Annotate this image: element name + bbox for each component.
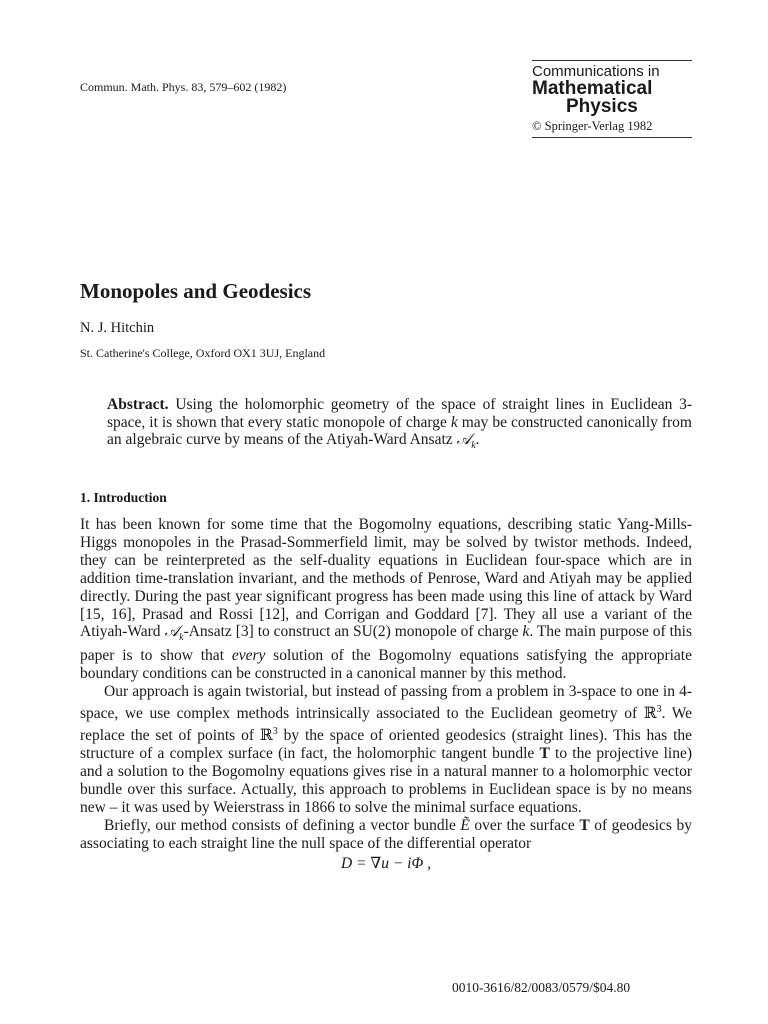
p1-ansatz-symbol: 𝒜: [164, 623, 180, 641]
abstract-text-part1: Using the holomorphic geometry of the space of straight lines in Euclidean 3-space, it is shown that every static monopole of charge: [107, 396, 692, 431]
p1-text-d: solution of the Bogomolny equations satisfying the appropriate boundary conditions can be constructed in a canonical manner by this method.: [80, 647, 692, 683]
p1-text-a: It has been known for some time that the Bogomolny equations, describing static Yang-Mills-Higgs monopoles in the Prasad-Sommerfield limit, may be solved by twistor methods. Indeed, they can be reinterpreted as the self-duality equations in Euclidean four-space which are in addition time-translation invariant, and the methods of Penrose, Ward and Atiyah may be applied directly. During the past year significant progress has been made using this line of attack by Ward [15, 16], Prasad and Rossi [12], and Corrigan and Goddard [7]. They all use a variant of the Atiyah-Ward: [80, 516, 692, 641]
p2-reals-1: ℝ: [643, 705, 657, 723]
abstract: [107, 396, 692, 455]
author-affiliation: St. Catherine's College, Oxford OX1 3UJ, England: [80, 346, 326, 360]
journal-name-line2: Mathematical: [532, 78, 653, 99]
paragraph-1: [80, 516, 692, 683]
p2-text-c: by the space of oriented geodesics (straight lines). This has the structure of a complex surface (in fact, the holomorphic tangent bundle: [80, 727, 693, 763]
body-text: [80, 516, 692, 873]
p3-text-b: over the surface: [469, 816, 580, 834]
masthead-top-rule: [532, 60, 692, 61]
abstract-label: Abstract.: [107, 396, 169, 413]
masthead-bottom-rule: [532, 137, 692, 138]
operator-equation: D = ∇u − iΦ ,: [340, 854, 432, 872]
journal-citation: Commun. Math. Phys. 83, 579–602 (1982): [80, 80, 287, 94]
footer-code: 0010-3616/82/0083/0579/$04.80: [452, 980, 631, 995]
copyright-notice: © Springer-Verlag 1982: [532, 119, 653, 133]
article-title: Monopoles and Geodesics: [80, 279, 312, 303]
p1-every: every: [231, 647, 266, 665]
p1-charge-k: k: [522, 623, 530, 641]
p2-text-a: Our approach is again twistorial, but instead of passing from a problem in 3-space to one in 4-space, we use complex methods intrinsically associated to the Euclidean geometry of: [80, 683, 692, 723]
p2-bundle-T: T: [539, 745, 550, 763]
journal-name-line3: Physics: [566, 96, 638, 117]
ansatz-symbol: 𝒜: [456, 431, 472, 449]
p2-text-d: to the projective line) and a solution to the Bogomolny equations gives rise in a natural manner to a holomorphic vector bundle over this surface. Actually, this approach to problems in Euclidean space is by no means new – it was used by Weierstrass in 1866 to solve the minimal surface equations.: [80, 745, 692, 816]
p3-bundle-E: Ẽ: [460, 816, 470, 834]
p1-text-c: . The main purpose of this paper is to show that: [80, 623, 692, 665]
p2-text-b: . We replace the set of points of: [80, 705, 692, 745]
paragraph-3: [80, 817, 692, 853]
abstract-charge-k: k: [450, 413, 458, 431]
abstract-text-part3: .: [475, 431, 480, 449]
p1-text-b: -Ansatz [3] to construct an SU(2) monopole of charge: [183, 623, 523, 641]
abstract-text-part2: may be constructed canonically from an algebraic curve by means of the Atiyah-Ward Ansatz: [107, 413, 692, 449]
journal-name-line1: Communications in: [532, 63, 660, 80]
p1-ansatz-subscript: k: [179, 632, 184, 644]
p3-text-c: of geodesics by associating to each straight line the null space of the differential operator: [80, 816, 692, 852]
p3-text-a: Briefly, our method consists of defining a vector bundle: [104, 816, 461, 834]
p2-reals-2: ℝ: [259, 727, 273, 745]
p2-reals-2-exponent: 3: [272, 726, 278, 738]
p2-reals-1-exponent: 3: [656, 704, 662, 716]
article-author: N. J. Hitchin: [80, 320, 155, 336]
paragraph-2: [80, 683, 692, 817]
ansatz-subscript: k: [471, 440, 476, 452]
p3-surface-T: T: [579, 816, 590, 834]
journal-masthead: [532, 60, 692, 138]
section-heading: 1. Introduction: [80, 490, 167, 505]
